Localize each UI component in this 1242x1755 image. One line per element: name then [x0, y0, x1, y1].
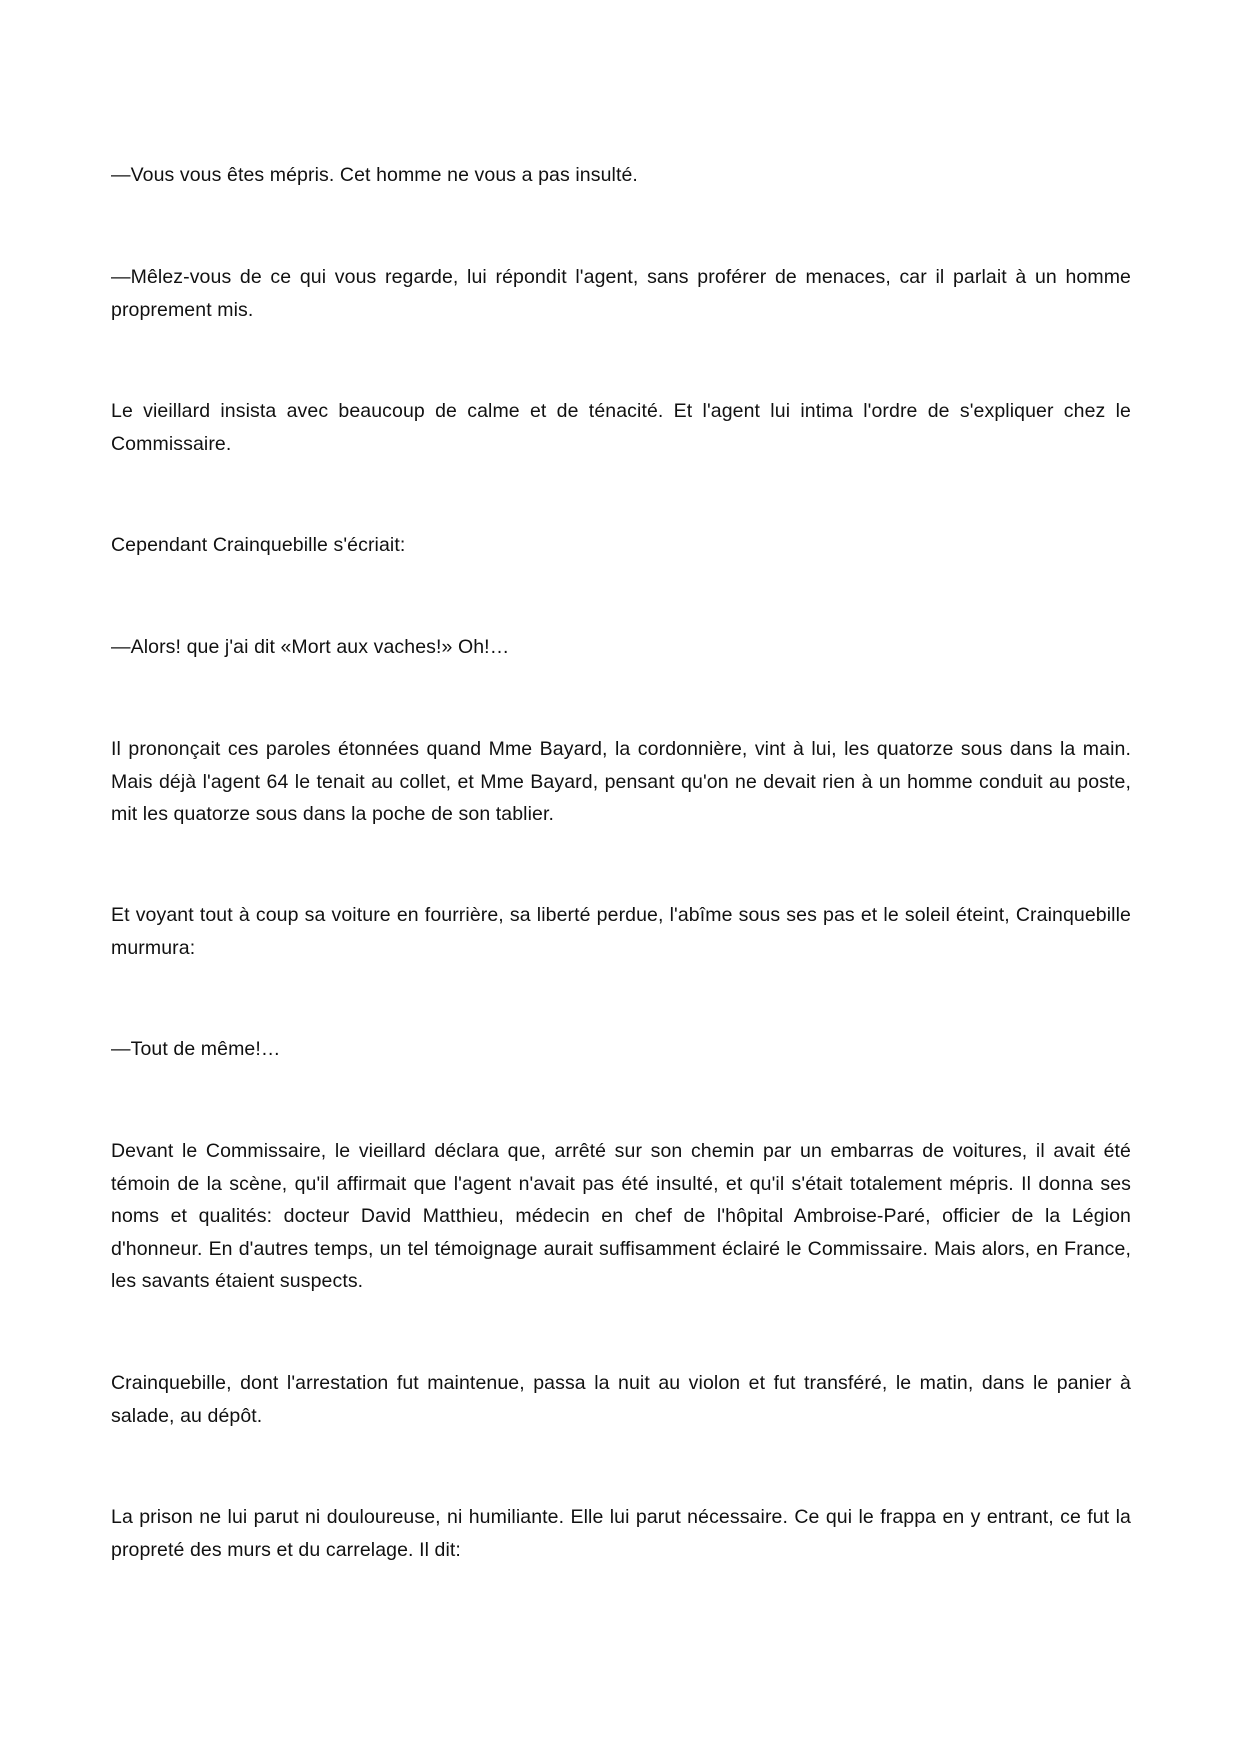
- paragraph-3: Le vieillard insista avec beaucoup de calme et de ténacité. Et l'agent lui intima l'ordre de s'expliquer chez le Commissaire.: [111, 400, 1131, 455]
- paragraph-1: —Vous vous êtes mépris. Cet homme ne vous a pas insulté.: [111, 164, 638, 186]
- paragraph-4: Cependant Crainquebille s'écriait:: [111, 534, 406, 556]
- paragraph-7: Et voyant tout à coup sa voiture en fourrière, sa liberté perdue, l'abîme sous ses pas et le soleil éteint, Crainquebille murmura:: [111, 904, 1131, 959]
- paragraph-6: Il prononçait ces paroles étonnées quand Mme Bayard, la cordonnière, vint à lui, les quatorze sous dans la main. Mais déjà l'agent 64 le tenait au collet, et Mme Bayard, pensant qu'on ne devait rien à un homme conduit au poste, mit les quatorze sous dans la poche de son tablier.: [111, 738, 1131, 825]
- paragraph-8: —Tout de même!…: [111, 1038, 281, 1060]
- paragraph-9: Devant le Commissaire, le vieillard déclara que, arrêté sur son chemin par un embarras de voitures, il avait été témoin de la scène, qu'il affirmait que l'agent n'avait pas été insulté, et qu'il s'était totalement mépris. Il donna ses noms et qualités: docteur David Matthieu, médecin en chef de l'hôpital Ambroise-Paré, officier de la Légion d'honneur. En d'autres temps, un tel témoignage aurait suffisamment éclairé le Commissaire. Mais alors, en France, les savants étaient suspects.: [111, 1140, 1131, 1292]
- paragraph-5: —Alors! que j'ai dit «Mort aux vaches!» Oh!…: [111, 636, 510, 658]
- paragraph-11: La prison ne lui parut ni douloureuse, ni humiliante. Elle lui parut nécessaire. Ce qui le frappa en y entrant, ce fut la propreté des murs et du carrelage. Il dit:: [111, 1506, 1131, 1561]
- paragraph-10: Crainquebille, dont l'arrestation fut maintenue, passa la nuit au violon et fut transféré, le matin, dans le panier à salade, au dépôt.: [111, 1372, 1131, 1427]
- paragraph-2: —Mêlez-vous de ce qui vous regarde, lui répondit l'agent, sans proférer de menaces, car il parlait à un homme proprement mis.: [111, 266, 1131, 321]
